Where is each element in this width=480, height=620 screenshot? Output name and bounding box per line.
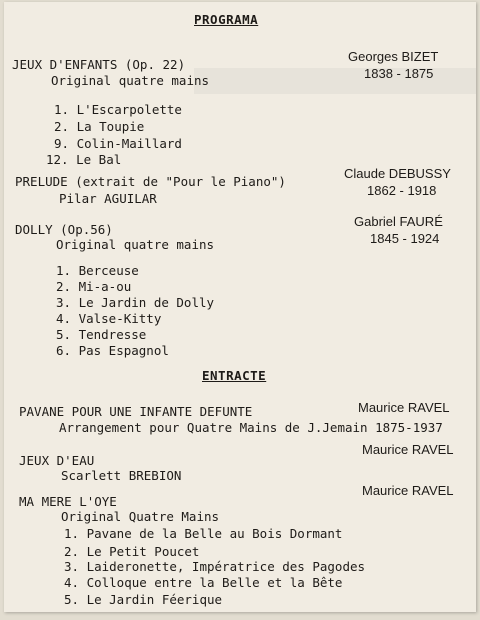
composer-dates: 1845 - 1924	[370, 231, 440, 246]
movement-item: 1. Berceuse	[56, 263, 139, 278]
composer-name: Claude DEBUSSY	[344, 166, 451, 181]
piece-subtitle: Scarlett BREBION	[61, 468, 182, 483]
movement-item: 12. Le Bal	[46, 152, 122, 167]
movement-item: 5. Tendresse	[56, 327, 147, 342]
movement-item: 5. Le Jardin Féerique	[64, 592, 223, 607]
piece-subtitle: Original Quatre Mains	[61, 509, 220, 524]
movement-item: 2. La Toupie	[54, 119, 145, 134]
movement-item: 4. Colloque entre la Belle et la Bête	[64, 575, 343, 590]
piece-title: PRELUDE (extrait de "Pour le Piano")	[15, 174, 286, 189]
entracte-heading: ENTRACTE	[202, 368, 267, 383]
piece-subtitle: Arrangement pour Quatre Mains de J.Jemain 1875-1937	[59, 420, 443, 435]
composer-name: Georges BIZET	[348, 49, 439, 64]
composer-dates: 1838 - 1875	[364, 66, 434, 81]
movement-item: 9. Colin-Maillard	[54, 136, 182, 151]
piece-subtitle: Original quatre mains	[51, 73, 210, 88]
composer-name: Maurice RAVEL	[362, 483, 454, 498]
composer-name: Maurice RAVEL	[362, 442, 454, 457]
composer-name: Gabriel FAURÉ	[354, 214, 443, 229]
program-sheet	[4, 2, 476, 612]
piece-subtitle: Pilar AGUILAR	[59, 191, 157, 206]
composer-name: Maurice RAVEL	[358, 400, 450, 415]
piece-title: JEUX D'ENFANTS (Op. 22)	[12, 57, 186, 72]
bleed-through-box	[194, 68, 476, 94]
piece-title: PAVANE POUR UNE INFANTE DEFUNTE	[19, 404, 253, 419]
movement-item: 1. L'Escarpolette	[54, 102, 182, 117]
movement-item: 4. Valse-Kitty	[56, 311, 162, 326]
movement-item: 3. Laideronette, Impératrice des Pagodes	[64, 559, 366, 574]
program-heading: PROGRAMA	[194, 12, 259, 27]
movement-item: 2. Le Petit Poucet	[64, 544, 200, 559]
composer-dates: 1862 - 1918	[367, 183, 437, 198]
piece-title: JEUX D'EAU	[19, 453, 95, 468]
piece-title: DOLLY (Op.56)	[15, 222, 113, 237]
movement-item: 2. Mi-a-ou	[56, 279, 132, 294]
movement-item: 1. Pavane de la Belle au Bois Dormant	[64, 526, 343, 541]
piece-title: MA MERE L'OYE	[19, 494, 117, 509]
movement-item: 6. Pas Espagnol	[56, 343, 169, 358]
movement-item: 3. Le Jardin de Dolly	[56, 295, 215, 310]
piece-subtitle: Original quatre mains	[56, 237, 215, 252]
